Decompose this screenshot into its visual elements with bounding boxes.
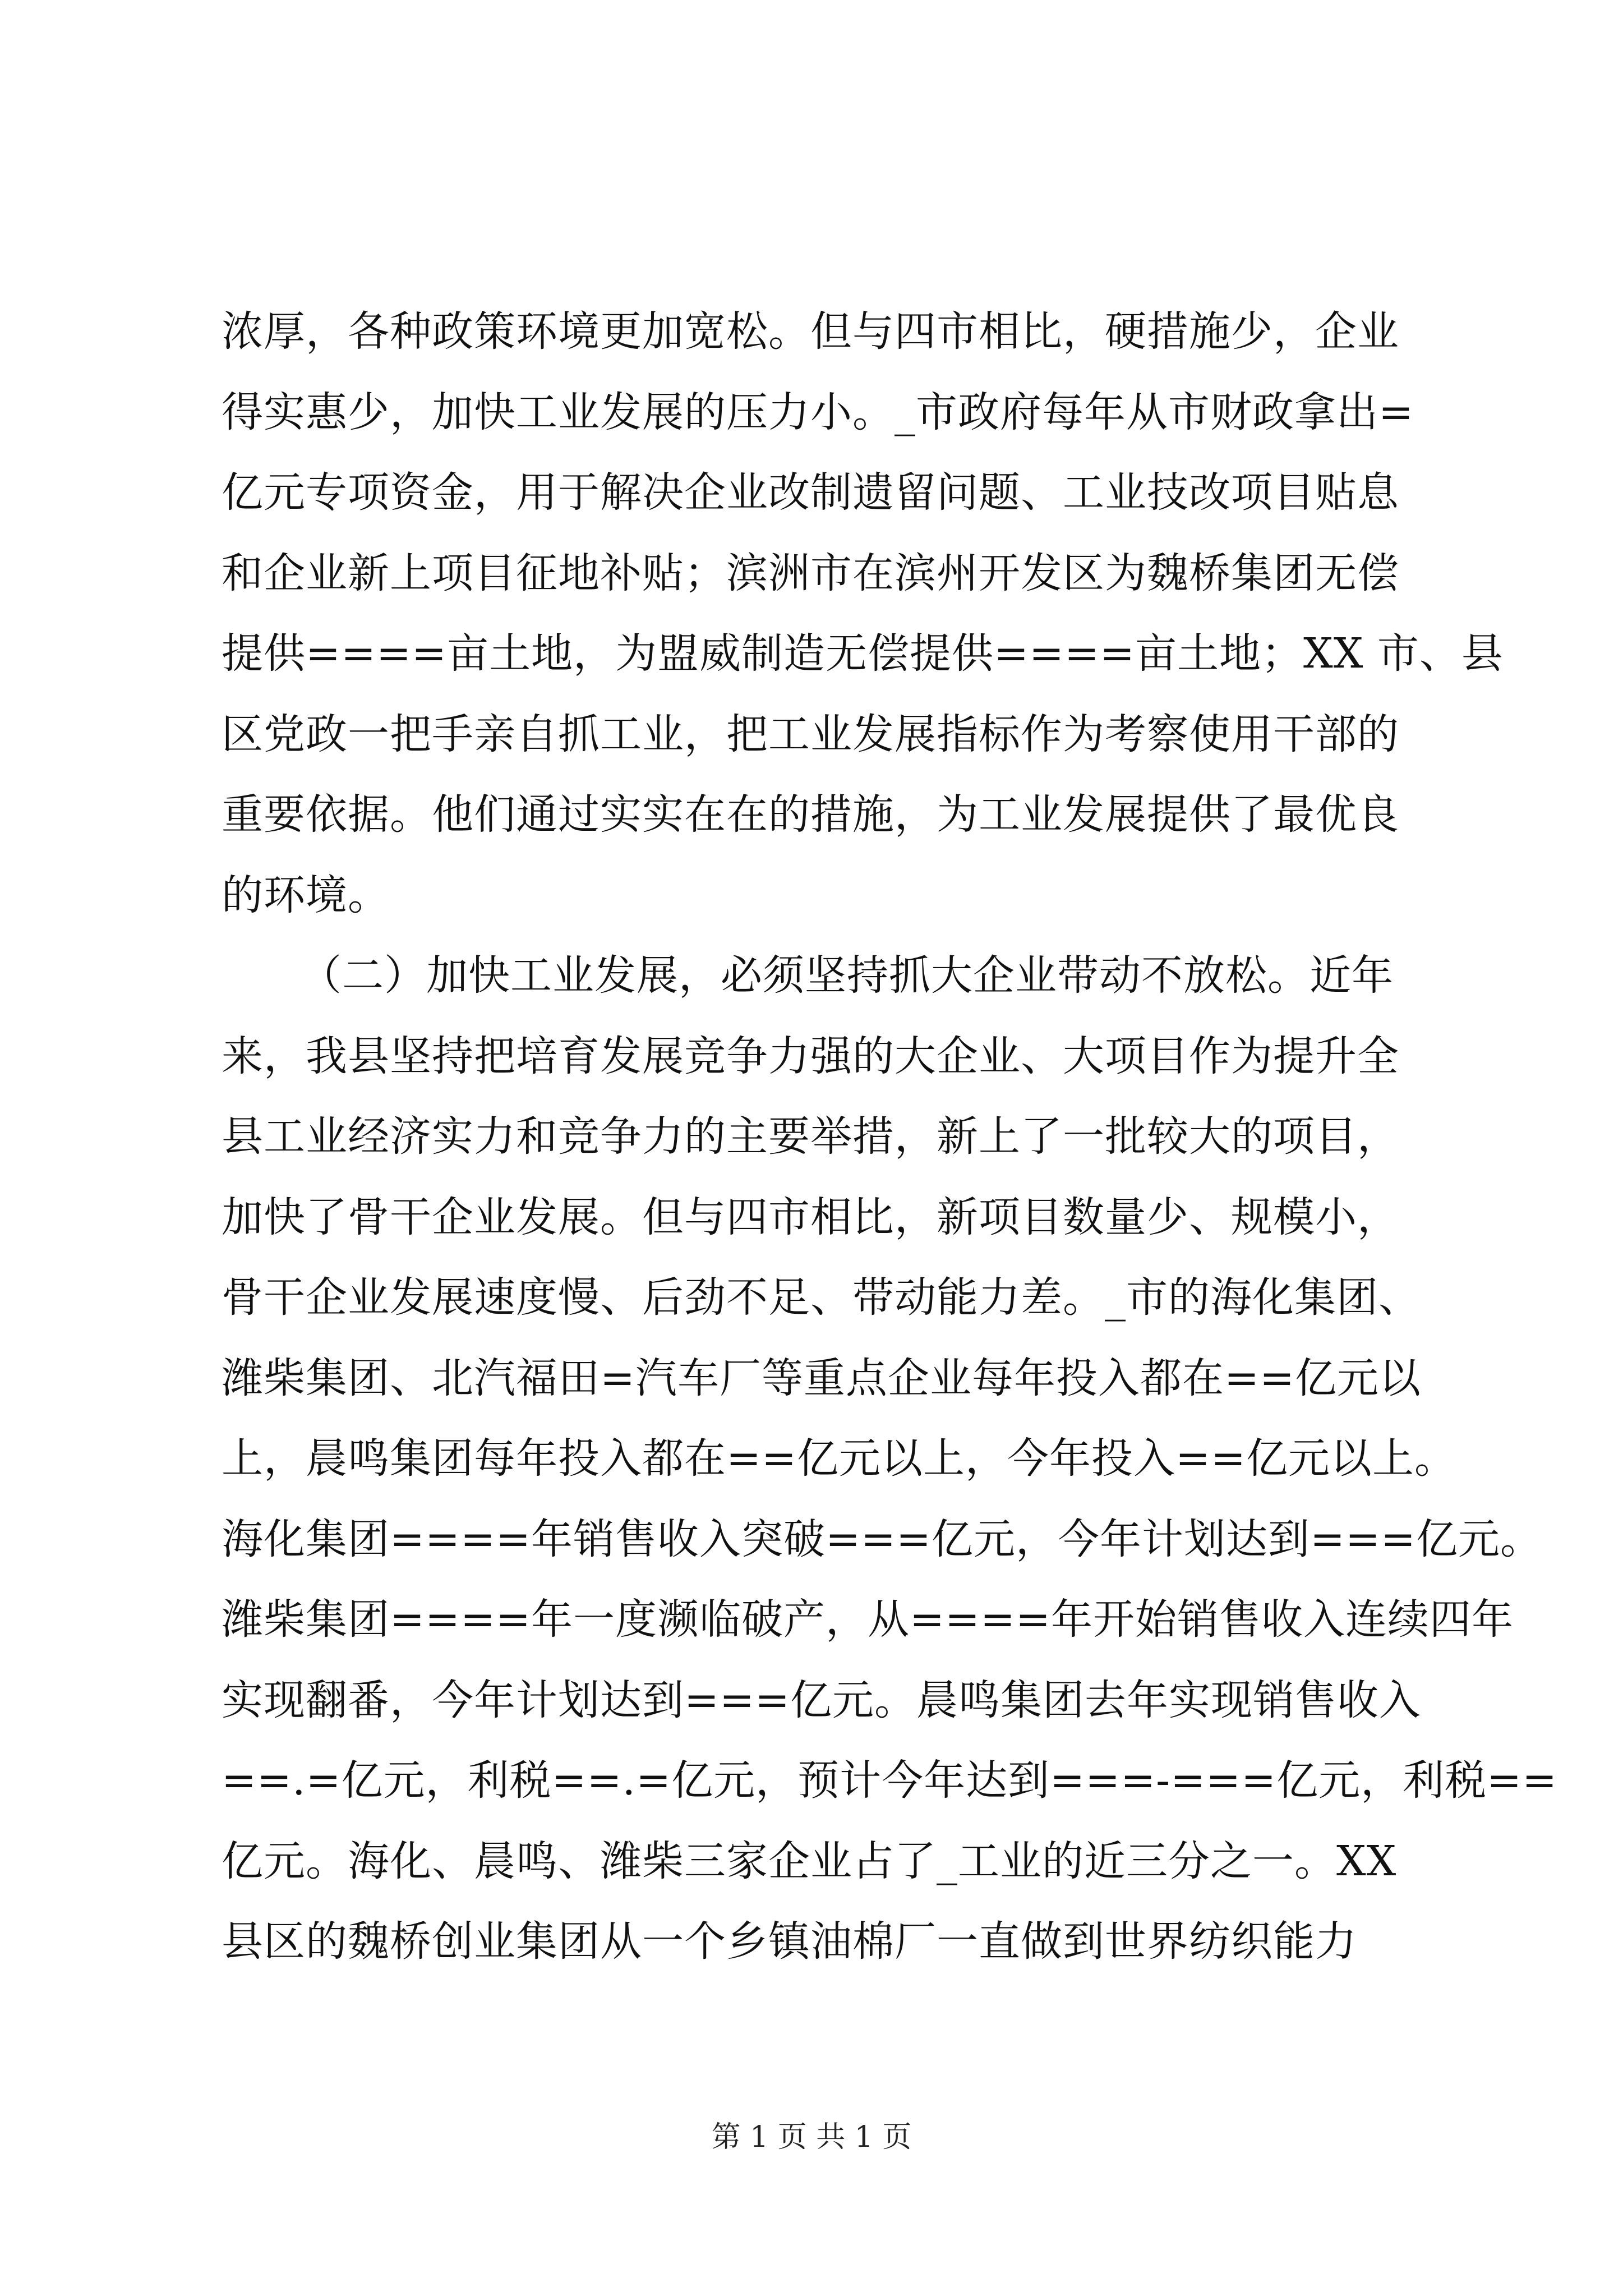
text-line: 实现翻番，今年计划达到===亿元。晨鸣集团去年实现销售收入 <box>222 1676 1422 1724</box>
text-line: 亿元。海化、晨鸣、潍柴三家企业占了_工业的近三分之一。XX <box>222 1837 1397 1885</box>
text-line: 提供====亩土地，为盟威制造无偿提供====亩土地；XX 市、县 <box>222 629 1504 678</box>
text-line: 县工业经济实力和竞争力的主要举措，新上了一批较大的项目， <box>222 1112 1399 1161</box>
paragraph-1 <box>222 292 1504 936</box>
text-line: 县区的魏桥创业集团从一个乡镇油棉厂一直做到世界纺织能力 <box>222 1917 1357 1966</box>
text-line: 骨干企业发展速度慢、后劲不足、带动能力差。_市的海化集团、 <box>222 1273 1421 1322</box>
paragraph-2 <box>222 936 1558 1982</box>
page-footer <box>0 2118 1623 2157</box>
text-line: 亿元专项资金，用于解决企业改制遗留问题、工业技改项目贴息 <box>222 468 1399 517</box>
text-line: 上，晨鸣集团每年投入都在==亿元以上，今年投入==亿元以上。 <box>222 1434 1457 1483</box>
page-number-label: 第 1 页 共 1 页 <box>711 2120 912 2154</box>
text-line: ==.=亿元，利税==.=亿元，预计今年达到===-===亿元，利税== <box>222 1756 1558 1805</box>
text-line: 重要依据。他们通过实实在在的措施，为工业发展提供了最优良 <box>222 790 1399 839</box>
text-line: 和企业新上项目征地补贴；滨洲市在滨州开发区为魏桥集团无偿 <box>222 549 1399 597</box>
text-line: 得实惠少，加快工业发展的压力小。_市政府每年从市财政拿出= <box>222 388 1414 436</box>
text-line: 潍柴集团、北汽福田=汽车厂等重点企业每年投入都在==亿元以 <box>222 1354 1422 1402</box>
text-line: 来，我县坚持把培育发展竞争力强的大企业、大项目作为提升全 <box>222 1032 1399 1080</box>
text-line: （二）加快工业发展，必须坚持抓大企业带动不放松。近年 <box>300 951 1394 1000</box>
document-body <box>222 292 1558 1982</box>
text-line: 区党政一把手亲自抓工业，把工业发展指标作为考察使用干部的 <box>222 710 1399 758</box>
text-line: 海化集团====年销售收入突破===亿元，今年计划达到===亿元。 <box>222 1515 1543 1563</box>
text-line: 浓厚，各种政策环境更加宽松。但与四市相比，硬措施少，企业 <box>222 307 1399 356</box>
text-line: 潍柴集团====年一度濒临破产，从====年开始销售收入连续四年 <box>222 1595 1514 1644</box>
text-line: 加快了骨干企业发展。但与四市相比，新项目数量少、规模小， <box>222 1193 1399 1241</box>
text-line: 的环境。 <box>222 871 390 919</box>
